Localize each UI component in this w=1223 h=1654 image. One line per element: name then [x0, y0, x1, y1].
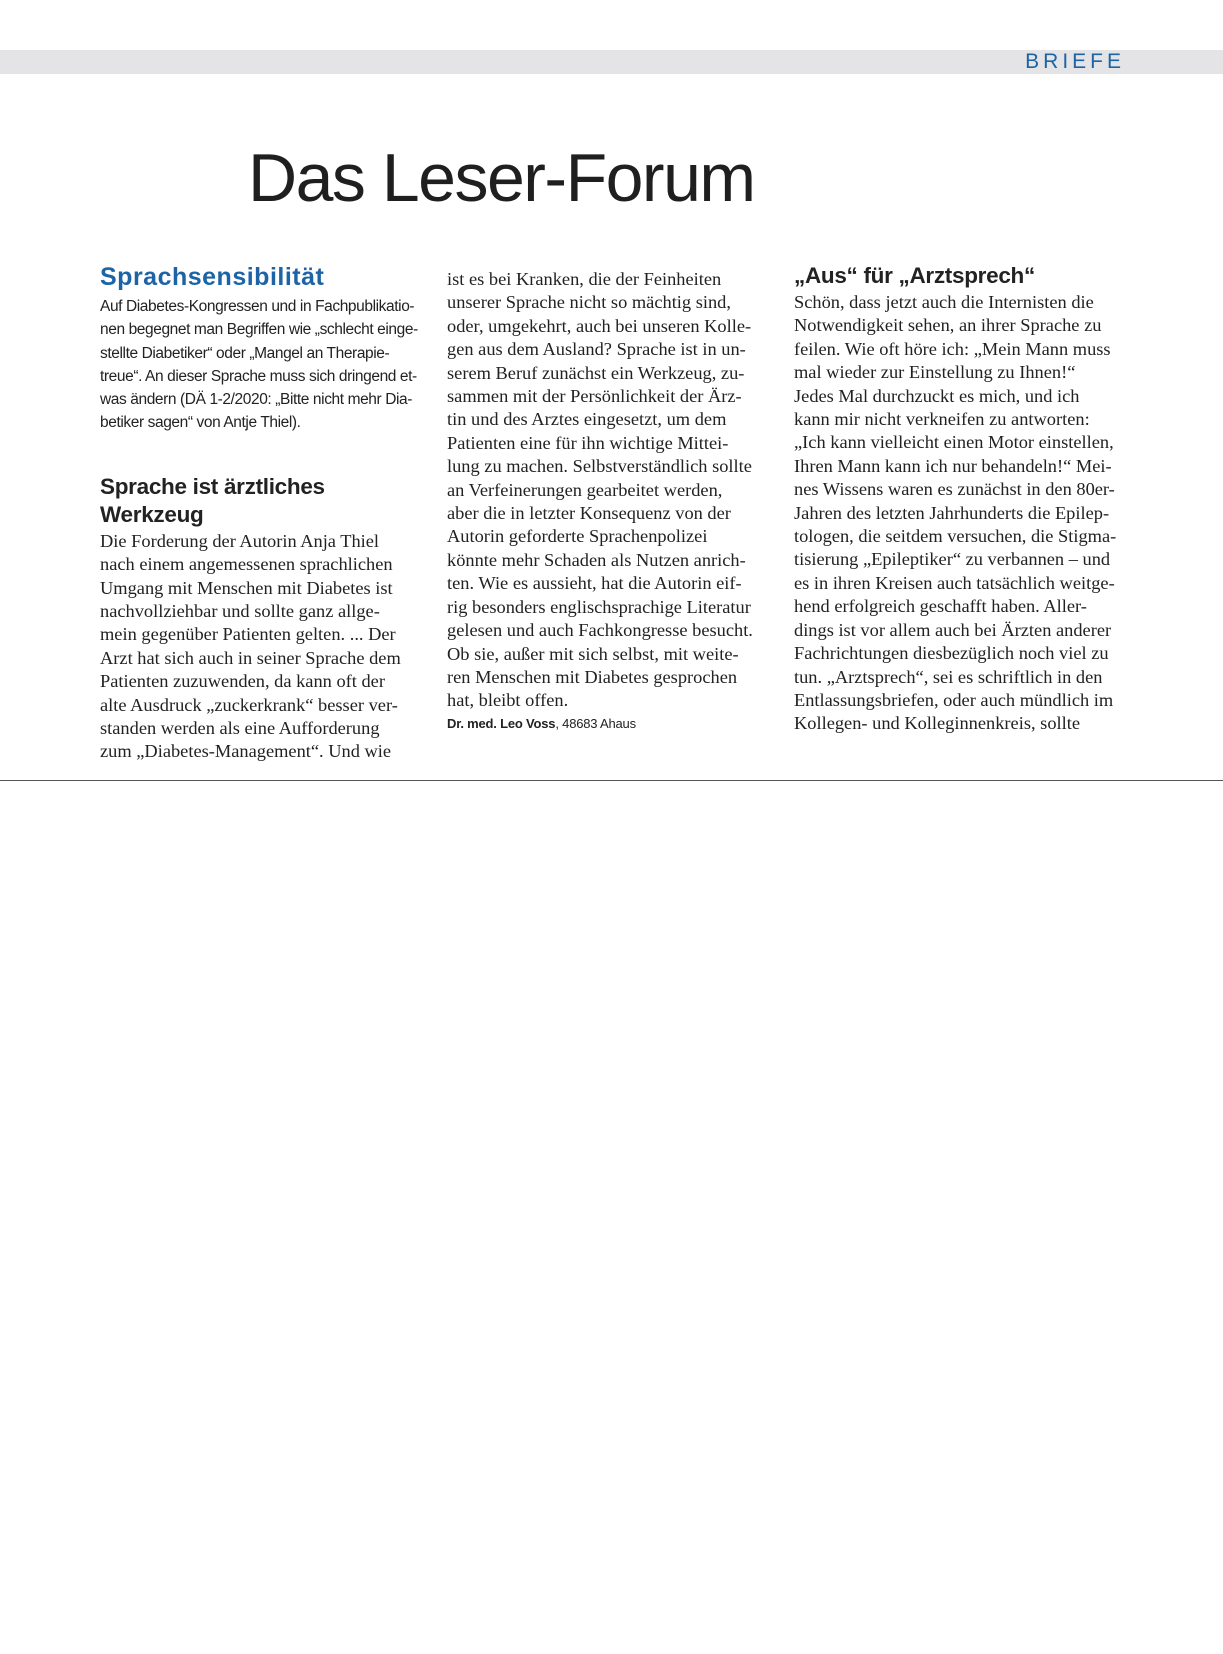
text-line: nes Wissens waren es zunächst in den 80er-: [794, 479, 1115, 500]
text-line: tun. „Arztsprech“, sei es schriftlich in den: [794, 666, 1103, 687]
text-line: ist es bei Kranken, die der Feinheiten: [447, 269, 722, 289]
text-line: stellte Diabetiker“ oder „Mangel an Therapie-: [100, 344, 390, 362]
text-line: alte Ausdruck „zuckerkrank“ besser ver-: [100, 694, 398, 715]
text-line: nach einem angemessenen sprachlichen: [100, 554, 393, 575]
text-line: Jahren des letzten Jahrhunderts die Epilep-: [794, 502, 1110, 523]
text-line: Arzt hat sich auch in seiner Sprache dem: [100, 647, 401, 668]
author-name: Dr. med. Leo Voss: [447, 715, 556, 731]
text-line: unserer Sprache nicht so mächtig sind,: [447, 292, 731, 313]
text-line: betiker sagen“ von Antje Thiel).: [100, 414, 301, 432]
text-line: Jedes Mal durchzuckt es mich, und ich: [794, 385, 1080, 406]
text-line: tologen, die seitdem versuchen, die Stigma-: [794, 526, 1117, 547]
text-line: „Ich kann vielleicht einen Motor einstellen,: [794, 432, 1114, 453]
column-1: [100, 262, 423, 764]
topic-intro: [100, 295, 423, 435]
text-line: aber die in letzter Konsequenz von der: [447, 503, 731, 524]
text-line: tisierung „Epileptiker“ zu verbannen – und: [794, 549, 1111, 570]
column-2: [447, 267, 775, 733]
text-line: es in ihren Kreisen auch tatsächlich weitge-: [794, 572, 1115, 593]
letter-1-heading: Sprache ist ärztliches Werkzeug: [100, 473, 325, 527]
text-line: Die Forderung der Autorin Anja Thiel: [100, 530, 380, 551]
text-line: Notwendigkeit sehen, an ihrer Sprache zu: [794, 315, 1102, 336]
text-line: tin und des Arztes eingesetzt, um dem: [447, 409, 727, 430]
text-line: Entlassungsbriefen, oder auch mündlich im: [794, 689, 1114, 710]
text-line: an Verfeinerungen gearbeitet werden,: [447, 479, 723, 500]
text-line: ren Menschen mit Diabetes gesprochen: [447, 666, 738, 687]
text-line: Patienten eine für ihn wichtige Mittei-: [447, 432, 729, 453]
text-line: mal wieder zur Einstellung zu Ihnen!“: [794, 362, 1076, 383]
text-line: serem Beruf zunächst ein Werkzeug, zu-: [447, 362, 745, 383]
text-line: ten. Wie es aussieht, hat die Autorin eif-: [447, 573, 742, 594]
letter-1-body-part-1: [100, 530, 423, 764]
text-line: Kollegen- und Kolleginnenkreis, sollte: [794, 713, 1081, 734]
text-line: Schön, dass jetzt auch die Internisten die: [794, 292, 1094, 312]
text-line: gelesen und auch Fachkongresse besucht.: [447, 620, 753, 641]
text-line: Ihren Mann kann ich nur behandeln!“ Mei-: [794, 455, 1112, 476]
text-line: könnte mehr Schaden als Nutzen anrich-: [447, 549, 746, 570]
page-title: Das Leser-Forum: [248, 140, 755, 216]
text-line: Autorin geforderte Sprachenpolizei: [447, 526, 708, 547]
text-line: Ob sie, außer mit sich selbst, mit weite-: [447, 643, 739, 664]
text-line: standen werden als eine Aufforderung: [100, 718, 380, 739]
text-line: treue“. An dieser Sprache muss sich dringend et-: [100, 367, 417, 385]
text-line: Auf Diabetes-Kongressen und in Fachpublikatio-: [100, 298, 415, 315]
text-line: Fachrichtungen diesbezüglich noch viel zu: [794, 643, 1109, 664]
text-line: hat, bleibt offen.: [447, 690, 569, 711]
letter-1-body-part-2: [447, 268, 775, 713]
column-3: [794, 262, 1124, 736]
bottom-rule: [0, 780, 1223, 781]
text-line: rig besonders englischsprachige Literatur: [447, 596, 751, 617]
text-line: lung zu machen. Selbstverständlich sollte: [447, 456, 752, 477]
topic-kicker: Sprachsensibilität: [100, 263, 325, 291]
author-location: , 48683 Ahaus: [555, 715, 636, 731]
letter-2-heading: „Aus“ für „Arztsprech“: [794, 263, 1035, 288]
text-line: sammen mit der Persönlichkeit der Ärz-: [447, 386, 742, 407]
text-line: zum „Diabetes-Management“. Und wie: [100, 741, 392, 762]
text-line: Patienten zuzuwenden, da kann oft der: [100, 671, 385, 692]
letter-2-body: [794, 291, 1124, 736]
text-line: mein gegenüber Patienten gelten. ... Der: [100, 624, 396, 645]
text-line: hend erfolgreich geschafft haben. Aller-: [794, 596, 1087, 617]
text-line: oder, umgekehrt, auch bei unseren Kolle-: [447, 315, 752, 336]
text-line: Umgang mit Menschen mit Diabetes ist: [100, 577, 393, 598]
text-line: nachvollziehbar und sollte ganz allge-: [100, 601, 380, 621]
text-line: kann mir nicht verkneifen zu antworten:: [794, 409, 1090, 430]
text-line: gen aus dem Ausland? Sprache ist in un-: [447, 339, 746, 360]
text-line: was ändern (DÄ 1-2/2020: „Bitte nicht mehr Dia-: [100, 391, 413, 409]
section-label: BRIEFE: [1025, 50, 1125, 73]
letter-1-signature: [447, 715, 775, 733]
text-line: dings ist vor allem auch bei Ärzten anderer: [794, 619, 1112, 640]
text-line: feilen. Wie oft höre ich: „Mein Mann muss: [794, 338, 1111, 359]
text-line: nen begegnet man Begriffen wie „schlecht einge-: [100, 321, 418, 339]
